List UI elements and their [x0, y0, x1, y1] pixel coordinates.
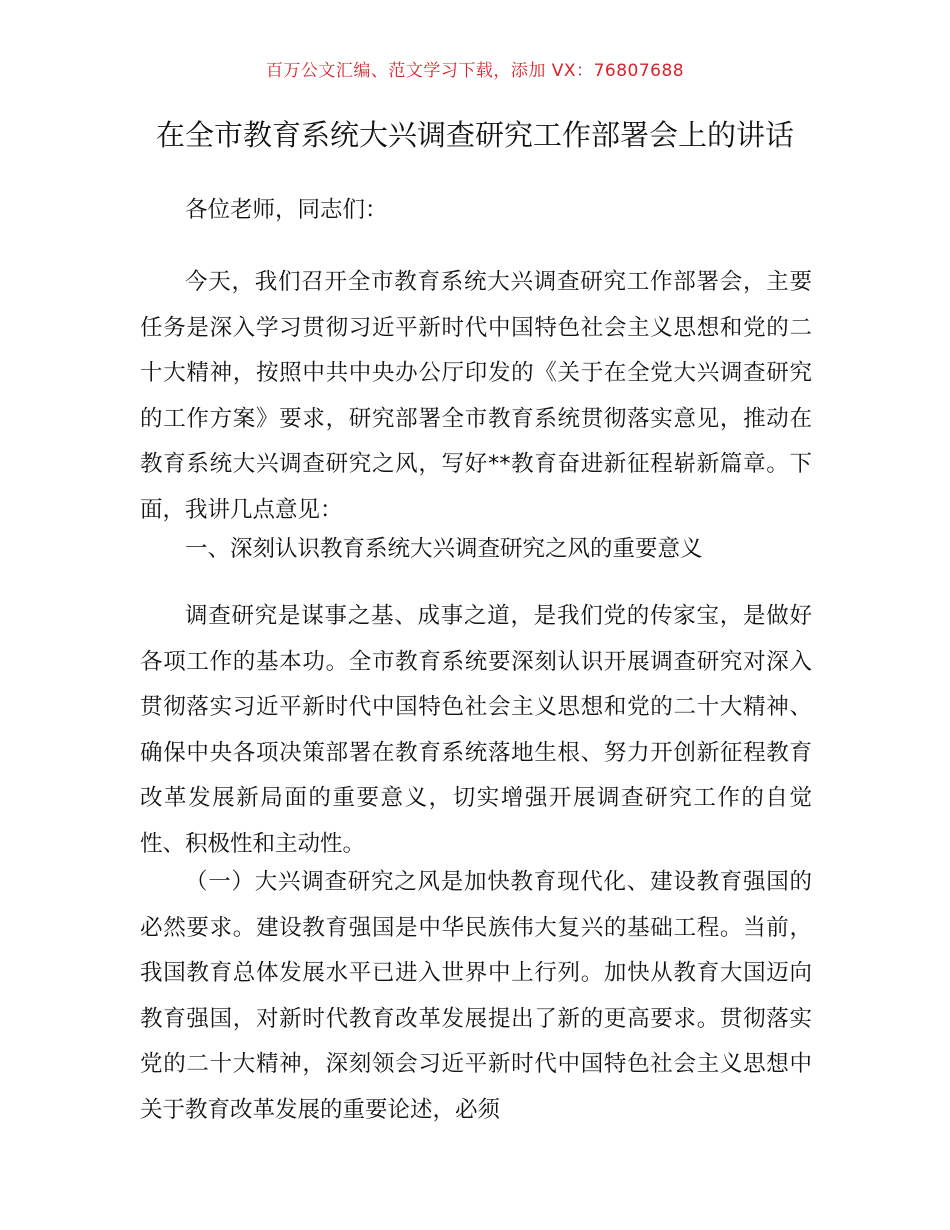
document-title: 在全市教育系统大兴调查研究工作部署会上的讲话	[155, 118, 794, 152]
salutation: 各位老师，同志们：	[185, 197, 388, 223]
paragraph-point-1: （一）大兴调查研究之风是加快教育现代化、建设教育强国的必然要求。建设教育强国是中华民族伟大复兴的基础工程。当前，我国教育总体发展水平已进入世界中上行列。加快从教育大国迈向教育强国，对新时代教育改革发展提出了新的更高要求。贯彻落实党的二十大精神，深刻领会习近平新时代中国特色社会主义思想中关于教育改革发展的重要论述，必须	[140, 869, 812, 1123]
paragraph-significance: 调查研究是谋事之基、成事之道，是我们党的传家宝，是做好各项工作的基本功。全市教育系统要深刻认识开展调查研究对深入贯彻落实习近平新时代中国特色社会主义思想和党的二十大精神、确保中央各项决策部署在教育系统落地生根、努力开创新征程教育改革发展新局面的重要意义，切实增强开展调查研究工作的自觉性、积极性和主动性。	[140, 603, 812, 857]
paragraph-intro: 今天，我们召开全市教育系统大兴调查研究工作部署会，主要任务是深入学习贯彻习近平新时代中国特色社会主义思想和党的二十大精神，按照中共中央办公厅印发的《关于在全党大兴调查研究的工作方案》要求，研究部署全市教育系统贯彻落实意见，推动在教育系统大兴调查研究之风，写好**教育奋进新征程崭新篇章。下面，我讲几点意见：	[140, 269, 812, 523]
watermark-text: 百万公文汇编、范文学习下载，添加 VX：76807688	[265, 61, 685, 81]
section-heading-1: 一、深刻认识教育系统大兴调查研究之风的重要意义	[185, 536, 703, 562]
header-watermark	[0, 56, 950, 81]
